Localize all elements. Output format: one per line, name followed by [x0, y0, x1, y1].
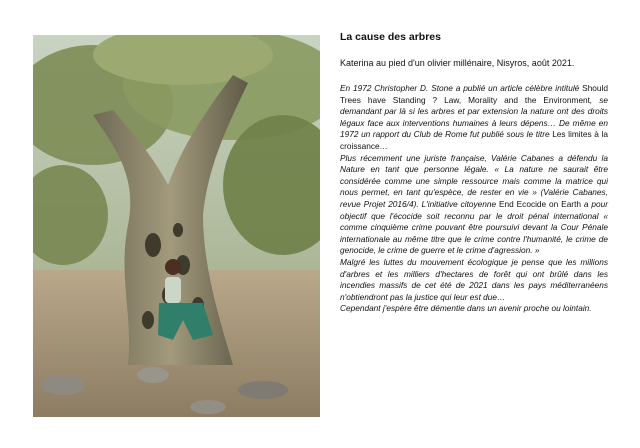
p2-text-c: a pour objectif que l'écocide soit reconnu par le droit pénal international « comme cinquième crime pouvant être poursuivi devant la Cour Pénale internationale au même titre que le crime contre l'humanité, le crime de genocide, le crime de guerre et le crime d'agression. » [340, 198, 608, 256]
article-body [340, 83, 608, 315]
photo-caption: Katerina au pied d'un olivier millénaire, Nisyros, août 2021. [340, 58, 575, 68]
paragraph-1 [340, 83, 608, 153]
p1-text-c: , se demandant par là si les arbres et par extension la nature ont des droits légaux face aux interventions humaines à leurs dépens… De même en 1972 un rapport du Club de Rome fut publié sous le titre [340, 94, 609, 140]
paragraph-3: Malgré les luttes du mouvement écologique je pense que les millions d'arbres et les milliers d'hectares de forêt qui ont brûlé dans les incendies massifs de cet été de 2021 dans les pays méditerranéens n'obtiendront pas la justice qui leur est due… [340, 256, 608, 302]
olive-tree-illustration [33, 35, 320, 417]
p1-report-title: Les limites à la croissance [340, 129, 608, 151]
p1-text-e: … [379, 140, 388, 151]
article-title: La cause des arbres [340, 31, 441, 43]
olive-tree-photo [33, 35, 320, 417]
p1-cited-title: Should Trees have Standing ? Law, Morality and the Environment [340, 83, 608, 105]
paragraph-2 [340, 153, 608, 257]
article-column [340, 30, 608, 315]
p2-initiative-name: End Ecocide on Earth [499, 198, 581, 209]
p2-text-a: Plus récemment une juriste française, Valérie Cabanes a défendu la Nature en tant que personne légale. « La nature ne saurait être considérée comme une simple ressource mais comme la matrice qui nous permet, en tant qu'espèce, de rester en vie » (Valérie Cabanes, revue Projet 2016/4). L'initiative citoyenne [340, 152, 608, 209]
p1-text-a: En 1972 Christopher D. Stone a publié un article célèbre intitulé [340, 83, 583, 93]
paragraph-4: Cependant j'espère être démentie dans un avenir proche ou lointain. [340, 303, 592, 314]
